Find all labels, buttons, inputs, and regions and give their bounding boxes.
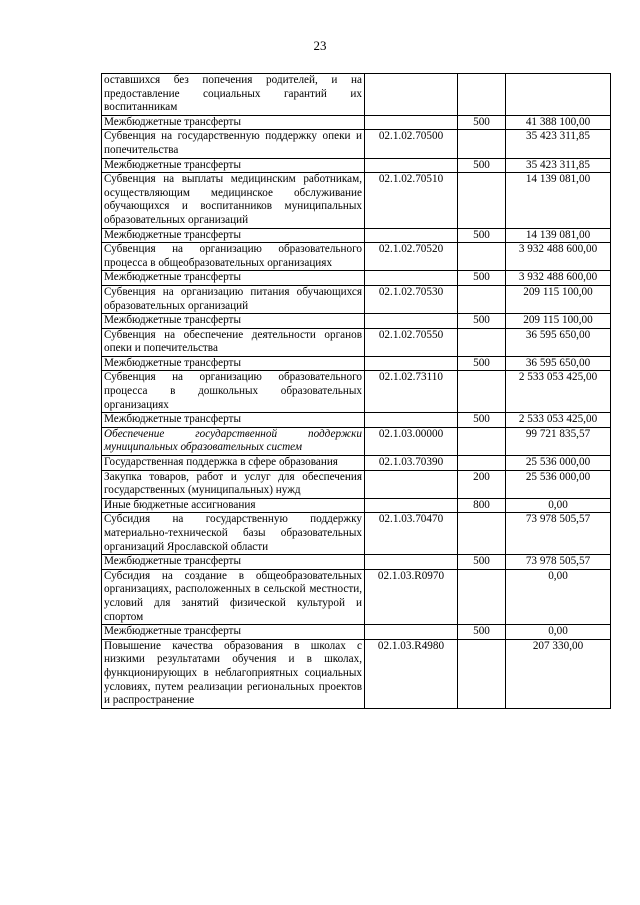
table-row — [102, 130, 611, 158]
table-row — [102, 513, 611, 555]
row-name-cell: Межбюджетные трансферты — [102, 413, 365, 428]
row-name-cell: Иные бюджетные ассигнования — [102, 498, 365, 513]
row-amount-cell: 25 536 000,00 — [506, 470, 611, 498]
row-name-cell: Межбюджетные трансферты — [102, 271, 365, 286]
row-type-cell — [458, 569, 506, 624]
row-code-cell: 02.1.02.70520 — [365, 243, 458, 271]
row-type-cell — [458, 173, 506, 228]
row-name-cell: Межбюджетные трансферты — [102, 625, 365, 640]
row-name-cell: Субсидия на создание в общеобразовательных организациях, расположенных в сельской местности, условий для занятий физической культурой и спортом — [102, 569, 365, 624]
table-row — [102, 356, 611, 371]
table-row — [102, 555, 611, 570]
row-code-cell — [365, 356, 458, 371]
row-code-cell — [365, 413, 458, 428]
row-amount-cell: 2 533 053 425,00 — [506, 371, 611, 413]
row-code-cell: 02.1.02.73110 — [365, 371, 458, 413]
row-type-cell — [458, 285, 506, 313]
row-amount-cell: 2 533 053 425,00 — [506, 413, 611, 428]
row-name-cell: Субвенция на организацию питания обучающихся образовательных организаций — [102, 285, 365, 313]
row-amount-cell — [506, 74, 611, 116]
row-amount-cell: 14 139 081,00 — [506, 228, 611, 243]
row-code-cell: 02.1.03.00000 — [365, 427, 458, 455]
row-name-cell: Государственная поддержка в сфере образования — [102, 456, 365, 471]
row-code-cell — [365, 74, 458, 116]
row-code-cell: 02.1.03.R4980 — [365, 639, 458, 708]
row-type-cell — [458, 639, 506, 708]
row-code-cell: 02.1.02.70510 — [365, 173, 458, 228]
row-amount-cell: 99 721 835,57 — [506, 427, 611, 455]
row-amount-cell: 14 139 081,00 — [506, 173, 611, 228]
row-name-cell: Межбюджетные трансферты — [102, 115, 365, 130]
row-name-cell: Субвенция на государственную поддержку опеки и попечительства — [102, 130, 365, 158]
row-amount-cell: 73 978 505,57 — [506, 513, 611, 555]
budget-table — [101, 73, 611, 709]
row-amount-cell: 209 115 100,00 — [506, 314, 611, 329]
table-row — [102, 639, 611, 708]
row-name-cell: Межбюджетные трансферты — [102, 228, 365, 243]
row-name-cell: Субвенция на обеспечение деятельности органов опеки и попечительства — [102, 328, 365, 356]
row-amount-cell: 0,00 — [506, 625, 611, 640]
page-number: 23 — [313, 38, 327, 53]
row-name-cell: Субвенция на организацию образовательного процесса в общеобразовательных организациях — [102, 243, 365, 271]
row-type-cell — [458, 130, 506, 158]
row-amount-cell: 73 978 505,57 — [506, 555, 611, 570]
row-type-cell: 500 — [458, 115, 506, 130]
row-amount-cell: 0,00 — [506, 569, 611, 624]
row-name-cell: Субвенция на организацию образовательного процесса в дошкольных образовательных организациях — [102, 371, 365, 413]
table-row — [102, 456, 611, 471]
row-code-cell — [365, 115, 458, 130]
row-type-cell: 500 — [458, 158, 506, 173]
row-name-cell: Межбюджетные трансферты — [102, 314, 365, 329]
row-type-cell — [458, 74, 506, 116]
row-code-cell: 02.1.03.70470 — [365, 513, 458, 555]
row-code-cell — [365, 158, 458, 173]
row-name-cell: оставшихся без попечения родителей, и на предоставление социальных гарантий их воспитанникам — [102, 74, 365, 116]
row-type-cell — [458, 243, 506, 271]
row-code-cell — [365, 555, 458, 570]
table-row — [102, 470, 611, 498]
row-type-cell — [458, 371, 506, 413]
row-type-cell — [458, 513, 506, 555]
row-type-cell: 500 — [458, 271, 506, 286]
row-code-cell — [365, 470, 458, 498]
table-row — [102, 158, 611, 173]
row-amount-cell: 35 423 311,85 — [506, 158, 611, 173]
row-name-cell: Межбюджетные трансферты — [102, 158, 365, 173]
row-code-cell — [365, 228, 458, 243]
table-row — [102, 625, 611, 640]
row-type-cell: 500 — [458, 555, 506, 570]
row-code-cell: 02.1.02.70530 — [365, 285, 458, 313]
row-type-cell — [458, 456, 506, 471]
table-row — [102, 74, 611, 116]
row-code-cell — [365, 271, 458, 286]
row-code-cell: 02.1.02.70500 — [365, 130, 458, 158]
table-row — [102, 371, 611, 413]
row-amount-cell: 41 388 100,00 — [506, 115, 611, 130]
row-name-cell: Повышение качества образования в школах с низкими результатами обучения и в школах, функционирующих в неблагоприятных социальных условиях, путем реализации региональных проектов и распространение — [102, 639, 365, 708]
row-amount-cell: 209 115 100,00 — [506, 285, 611, 313]
row-amount-cell: 25 536 000,00 — [506, 456, 611, 471]
table-row — [102, 243, 611, 271]
row-name-cell: Межбюджетные трансферты — [102, 356, 365, 371]
row-type-cell: 500 — [458, 356, 506, 371]
row-name-cell: Субвенция на выплаты медицинским работникам, осуществляющим медицинское обслуживание обучающихся и воспитанников муниципальных образовательных организаций — [102, 173, 365, 228]
table-row — [102, 173, 611, 228]
row-amount-cell: 3 932 488 600,00 — [506, 271, 611, 286]
row-amount-cell: 36 595 650,00 — [506, 328, 611, 356]
table-row — [102, 328, 611, 356]
row-type-cell — [458, 328, 506, 356]
row-type-cell: 500 — [458, 228, 506, 243]
table-row — [102, 413, 611, 428]
row-amount-cell: 207 330,00 — [506, 639, 611, 708]
row-name-cell: Обеспечение государственной поддержки муниципальных образовательных систем — [102, 427, 365, 455]
row-amount-cell: 0,00 — [506, 498, 611, 513]
row-type-cell: 500 — [458, 625, 506, 640]
row-type-cell: 500 — [458, 413, 506, 428]
row-code-cell: 02.1.03.R0970 — [365, 569, 458, 624]
table-row — [102, 498, 611, 513]
row-code-cell — [365, 314, 458, 329]
table-row — [102, 314, 611, 329]
row-type-cell: 200 — [458, 470, 506, 498]
row-code-cell: 02.1.02.70550 — [365, 328, 458, 356]
table-row — [102, 569, 611, 624]
row-amount-cell: 3 932 488 600,00 — [506, 243, 611, 271]
budget-table-body — [102, 74, 611, 709]
row-code-cell — [365, 498, 458, 513]
table-row — [102, 115, 611, 130]
table-row — [102, 427, 611, 455]
row-code-cell: 02.1.03.70390 — [365, 456, 458, 471]
row-type-cell — [458, 427, 506, 455]
row-code-cell — [365, 625, 458, 640]
row-type-cell: 800 — [458, 498, 506, 513]
table-row — [102, 228, 611, 243]
row-name-cell: Закупка товаров, работ и услуг для обеспечения государственных (муниципальных) нужд — [102, 470, 365, 498]
row-name-cell: Межбюджетные трансферты — [102, 555, 365, 570]
table-row — [102, 271, 611, 286]
row-amount-cell: 36 595 650,00 — [506, 356, 611, 371]
table-row — [102, 285, 611, 313]
row-name-cell: Субсидия на государственную поддержку материально-технической базы образовательных организаций Ярославской области — [102, 513, 365, 555]
row-type-cell: 500 — [458, 314, 506, 329]
row-amount-cell: 35 423 311,85 — [506, 130, 611, 158]
